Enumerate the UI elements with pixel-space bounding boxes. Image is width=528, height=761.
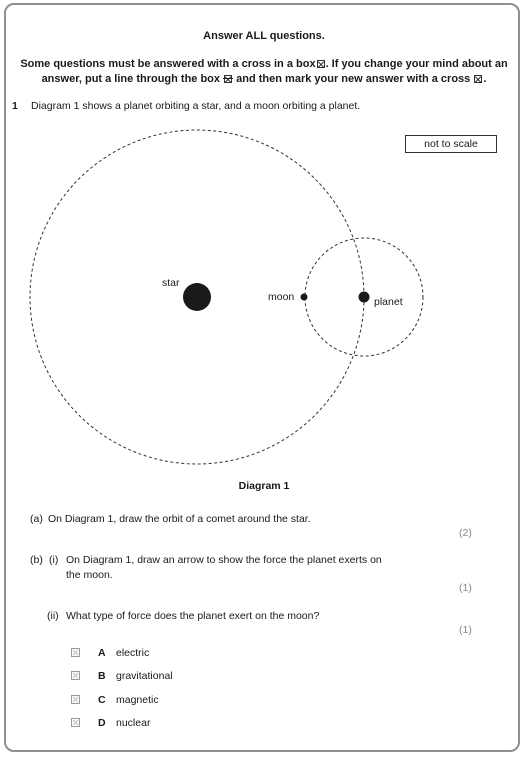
option-b-checkbox[interactable] [71,671,80,680]
part-b-i-label: (i) [49,554,59,566]
instruction-text-2c: . [483,73,487,85]
option-a-checkbox[interactable] [71,648,80,657]
option-b-letter: B [98,670,106,682]
part-b-ii-text: What type of force does the planet exert on the moon? [66,610,320,622]
option-a-text: electric [116,647,150,659]
part-a-text: On Diagram 1, draw the orbit of a comet around the star. [48,513,311,525]
section-heading: Answer ALL questions. [203,30,325,42]
star-body [183,283,211,311]
instruction-text-2b: and then mark your new answer with a cross [236,73,471,85]
option-c-letter: C [98,694,106,706]
option-b-text: gravitational [116,670,173,682]
option-d-checkbox[interactable] [71,718,80,727]
part-b-ii-label: (ii) [47,610,59,622]
question-stem: Diagram 1 shows a planet orbiting a star, and a moon orbiting a planet. [31,100,361,112]
option-d-text: nuclear [116,717,151,729]
planet-body [359,292,370,303]
scale-note: not to scale [405,135,497,153]
diagram-caption: Diagram 1 [238,480,290,492]
moon-body [301,294,308,301]
option-a-letter: A [98,647,106,659]
star-label: star [162,277,180,289]
question-number: 1 [12,100,18,112]
instruction-text-2a: answer, put a line through the box [41,73,221,85]
instruction-text-1b: . If you change your mind about an [325,58,508,70]
part-a-label: (a) [30,513,43,525]
option-d-letter: D [98,717,106,729]
part-a-marks: (2) [459,527,472,539]
part-b-i-marks: (1) [459,582,472,594]
part-b-label: (b) [30,554,43,566]
option-c-text: magnetic [116,694,159,706]
part-b-i-text-1: On Diagram 1, draw an arrow to show the force the planet exerts on [66,554,382,566]
instruction-text-1a: Some questions must be answered with a cross in a box [20,58,316,70]
moon-label: moon [268,291,295,303]
part-b-ii-marks: (1) [459,624,472,636]
part-b-i-text-2: the moon. [66,569,113,581]
planet-label: planet [374,296,403,308]
option-c-checkbox[interactable] [71,695,80,704]
